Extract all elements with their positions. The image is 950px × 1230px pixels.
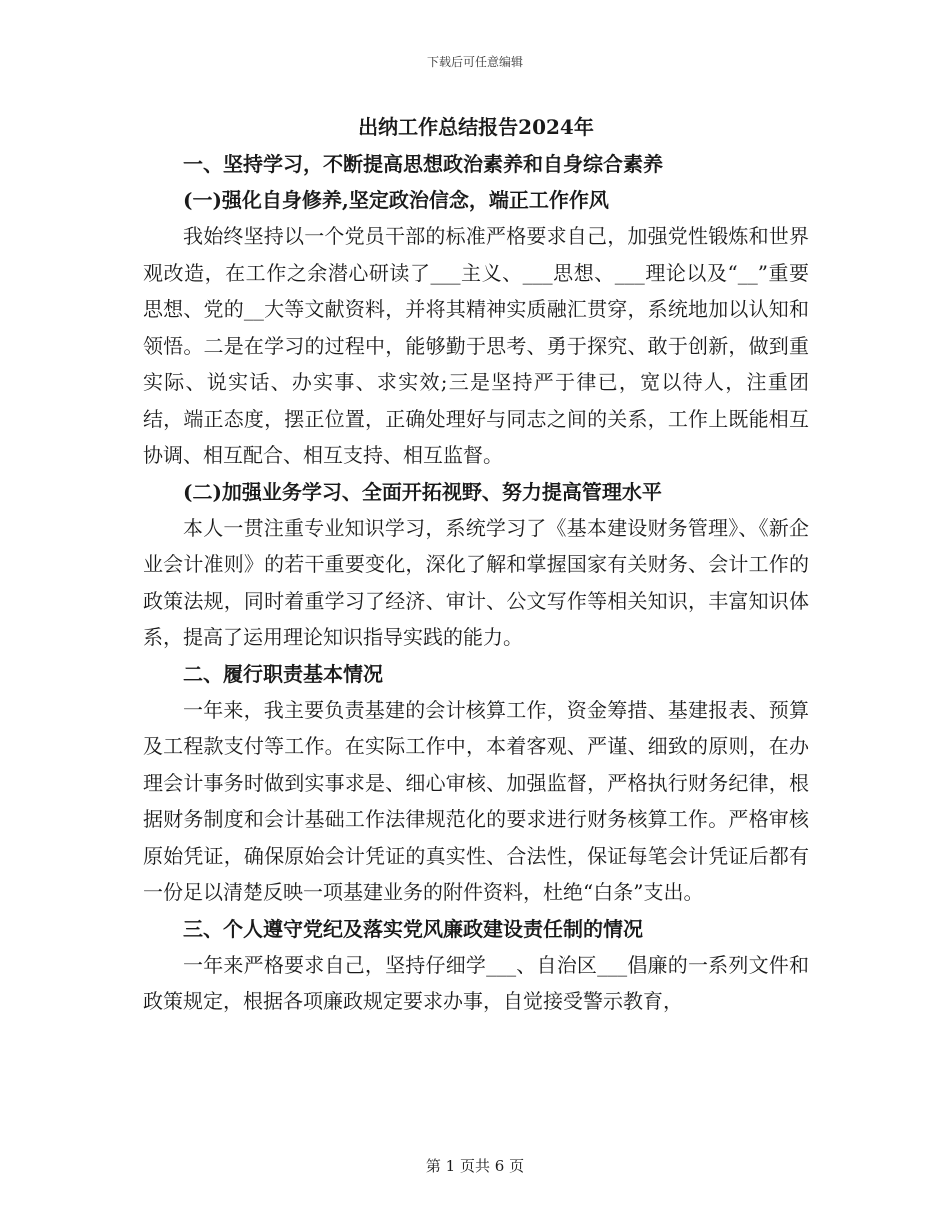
- section-2-paragraph: 一年来，我主要负责基建的会计核算工作，资金筹措、基建报表、预算及工程款支付等工作。在实际工作中，本着客观、严谨、细致的原则，在办理会计事务时做到实事求是、细心审核、加强监督，严格执行财务纪律，根据财务制度和会计基础工作法律规范化的要求进行财务核算工作。严格审核原始凭证，确保原始会计凭证的真实性、合法性，保证每笔会计凭证后都有一份足以清楚反映一项基建业务的附件资料，杜绝“白条”支出。: [143, 697, 809, 904]
- section-3-heading: 三、个人遵守党纪及落实党风廉政建设责任制的情况: [183, 916, 643, 941]
- section-1-1-heading: (一)强化自身修养,坚定政治信念，端正工作作风: [183, 188, 609, 212]
- document-body: [143, 108, 809, 1020]
- page-footer: 第 1 页共 6 页: [425, 1157, 525, 1175]
- section-3-paragraph: 一年来严格要求自己，坚持仔细学___、自治区___倡廉的一系列文件和政策规定，根据各项廉政规定要求办事，自觉接受警示教育，: [143, 952, 809, 1013]
- document-title: 出纳工作总结报告2024年: [358, 115, 594, 139]
- header-note: 下载后可任意编辑: [426, 55, 523, 69]
- section-1-2-heading: (二)加强业务学习、全面开拓视野、努力提高管理水平: [183, 479, 662, 504]
- section-1-2-paragraph: 本人一贯注重专业知识学习，系统学习了《基本建设财务管理》、《新企业会计准则》的若干重要变化，深化了解和掌握国家有关财务、会计工作的政策法规，同时着重学习了经济、审计、公文写作等相关知识，丰富知识体系，提高了运用理论知识指导实践的能力。: [143, 515, 809, 649]
- section-2-heading: 二、履行职责基本情况: [183, 661, 383, 686]
- section-1-heading: 一、坚持学习，不断提高思想政治素养和自身综合素养: [183, 152, 663, 176]
- section-1-1-paragraph: 我始终坚持以一个党员干部的标准严格要求自己，加强党性锻炼和世界观改造，在工作之余潜心研读了___主义、___思想、___理论以及“__”重要思想、党的__大等文献资料，并将其精神实质融汇贯穿，系统地加以认知和领悟。二是在学习的过程中，能够勤于思考、勇于探究、敢于创新，做到重实际、说实话、办实事、求实效;三是坚持严于律已，宽以待人，注重团结，端正态度，摆正位置，正确处理好与同志之间的关系，工作上既能相互协调、相互配合、相互支持、相互监督。: [143, 224, 809, 467]
